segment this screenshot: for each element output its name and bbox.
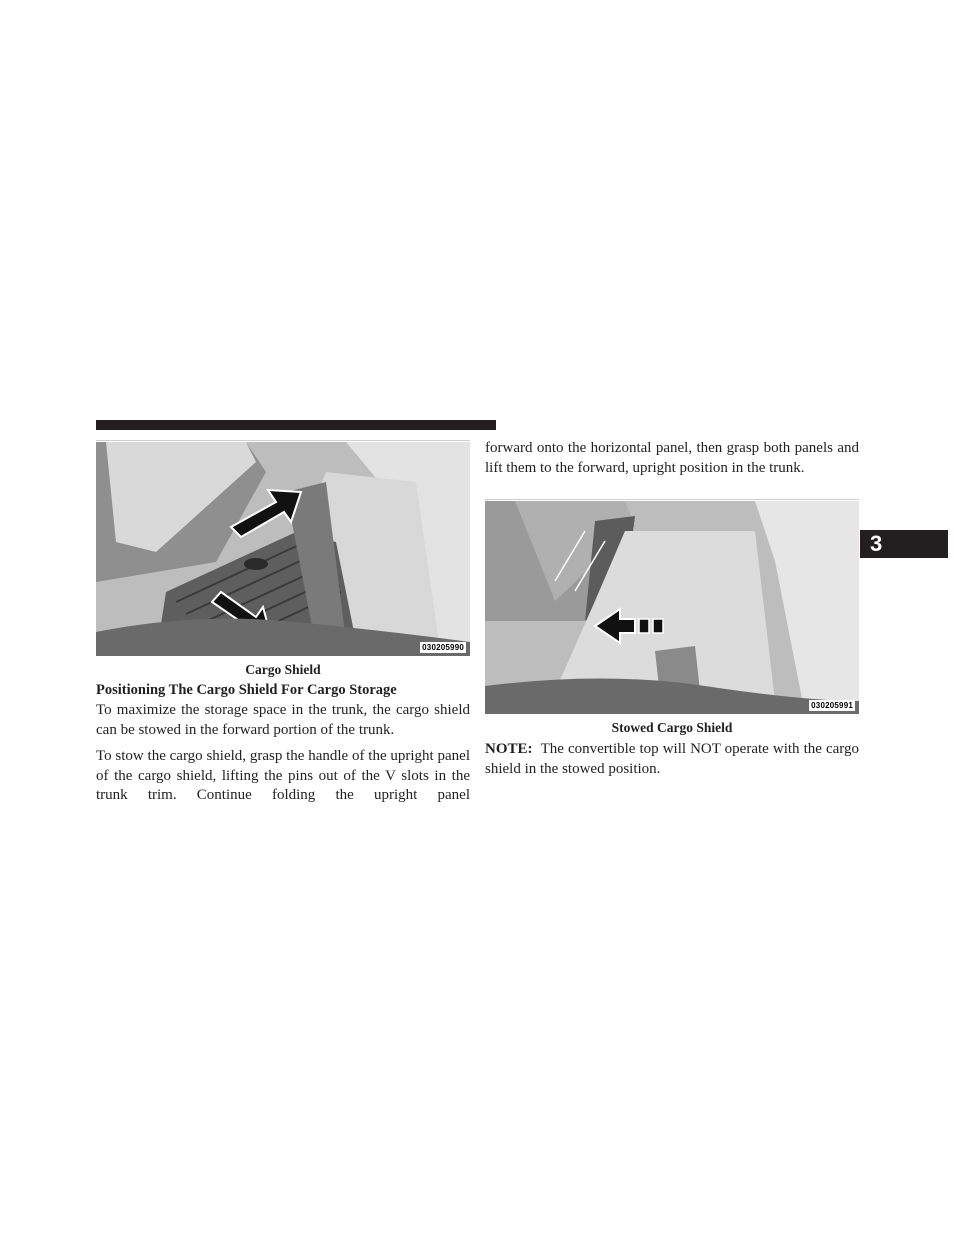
note-paragraph [485,740,859,779]
section-rule [96,420,496,430]
note-label: NOTE: [485,741,533,757]
figure-code: 030205990 [422,643,464,652]
figure-top-rule [485,499,859,500]
figure-caption: Stowed Cargo Shield [611,720,733,735]
paragraph-stow-steps: To stow the cargo shield, grasp the handle of the upright panel of the cargo shield, lifting the pins out of the V slots in the trunk trim. Continue folding the upright panel [96,748,470,803]
stowed-cargo-shield-illustration [485,501,859,714]
section-heading: Positioning The Cargo Shield For Cargo Storage [96,682,397,698]
chapter-tab: 3 [860,530,948,558]
paragraph-stow-continued: forward onto the horizontal panel, then grasp both panels and lift them to the forward, upright position in the trunk. [485,440,859,476]
figure-top-rule [96,440,470,441]
figure-caption: Cargo Shield [245,662,321,677]
note-text: The convertible top will NOT operate with the cargo shield in the stowed position. [485,741,859,777]
paragraph-intro: To maximize the storage space in the trunk, the cargo shield can be stowed in the forward portion of the trunk. [96,702,470,738]
figure-code: 030205991 [811,701,853,710]
cargo-shield-illustration [96,442,470,656]
